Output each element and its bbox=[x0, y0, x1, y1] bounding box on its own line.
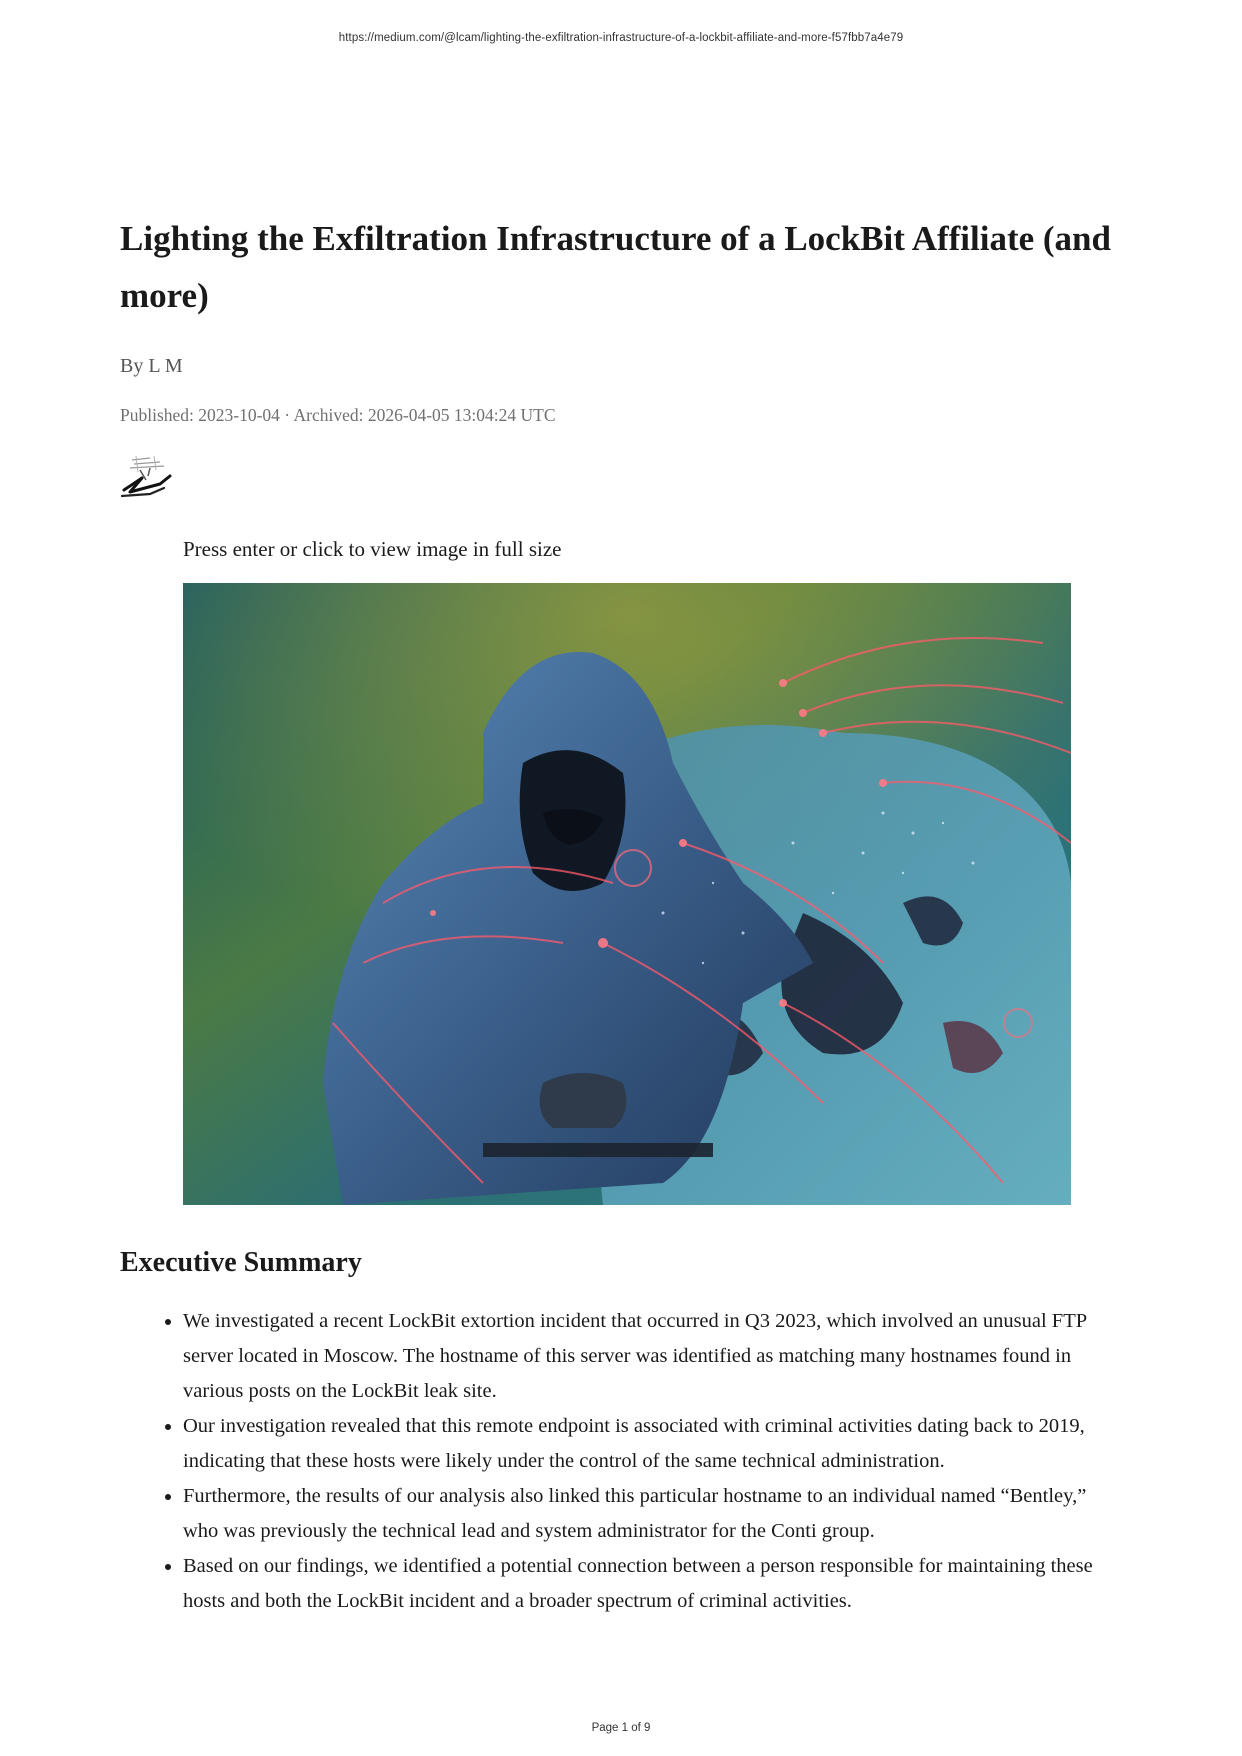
summary-point: • We investigated a recent LockBit extortion incident that occurred in Q3 2023, which involved an unusual FTP server located in Moscow. The hostname of this server was identified as matching many hostnames found in various posts on the LockBit leak site. bbox=[183, 1304, 1122, 1409]
article-meta: Published: 2023-10-04 · Archived: 2026-04-05 13:04:24 UTC bbox=[120, 405, 556, 425]
figure-caption: Press enter or click to view image in full size bbox=[183, 537, 562, 561]
source-url: https://medium.com/@lcam/lighting-the-exfiltration-infrastructure-of-a-lockbit-affiliate-and-more-f57fbb7a4e79 bbox=[338, 32, 904, 44]
page-number: Page 1 of 9 bbox=[591, 1722, 651, 1734]
summary-point: • Based on our findings, we identified a potential connection between a person responsible for maintaining these hosts and both the LockBit incident and a broader spectrum of criminal activities. bbox=[183, 1549, 1122, 1619]
hero-figure bbox=[183, 536, 1071, 1205]
executive-summary-list bbox=[120, 1304, 1122, 1619]
article-author: By L M bbox=[120, 355, 183, 377]
author-avatar-sketch bbox=[120, 450, 172, 500]
summary-point: • Furthermore, the results of our analysis also linked this particular hostname to an individual named “Bentley,” who was previously the technical lead and system administrator for the Conti group. bbox=[183, 1479, 1122, 1549]
hero-image-hooded-hacker[interactable] bbox=[183, 583, 1071, 1205]
section-heading-executive-summary: Executive Summary bbox=[120, 1247, 362, 1278]
article bbox=[120, 210, 1122, 1619]
summary-point: • Our investigation revealed that this remote endpoint is associated with criminal activities dating back to 2019, indicating that these hosts were likely under the control of the same technical administration. bbox=[183, 1409, 1122, 1479]
article-title: Lighting the Exfiltration Infrastructure of a LockBit Affiliate (and more) bbox=[120, 219, 1111, 315]
